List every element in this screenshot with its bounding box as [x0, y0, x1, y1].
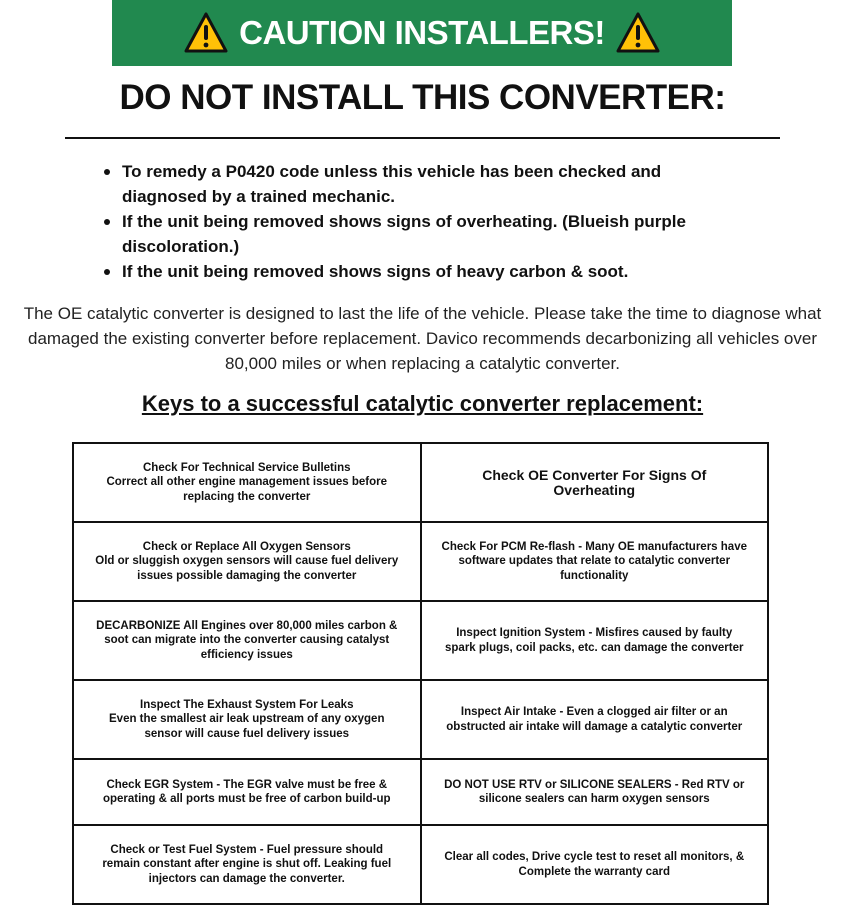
cell-text: Old or sluggish oxygen sensors will cause fuel delivery issues possible damaging the converter: [95, 555, 399, 582]
table-cell: [73, 680, 421, 759]
cell-text: Even the smallest air leak upstream of any oxygen sensor will cause fuel delivery issues: [109, 713, 385, 740]
keys-title: Keys to a successful catalytic converter replacement:: [141, 391, 704, 416]
warning-triangle-icon: [615, 11, 661, 55]
table-cell: [73, 825, 421, 904]
table-row: [73, 825, 768, 904]
cell-text: Check EGR System - The EGR valve must be free & operating & all ports must be free of carbon build-up: [102, 778, 391, 805]
cell-text: DECARBONIZE All Engines over 80,000 miles carbon & soot can migrate into the converter causing catalyst efficiency issues: [96, 619, 398, 661]
cell-text: Clear all codes, Drive cycle test to reset all monitors, & Complete the warranty card: [444, 851, 745, 878]
table-cell: [421, 522, 769, 601]
table-cell: [421, 680, 769, 759]
table-cell: [421, 443, 769, 522]
table-cell: [73, 443, 421, 522]
table-row: [73, 522, 768, 601]
cell-title: Check For Technical Service Bulletins: [143, 461, 351, 474]
cell-title: Inspect The Exhaust System For Leaks: [140, 698, 354, 711]
cell-text: Check or Test Fuel System - Fuel pressure should remain constant after engine is shut off. Leaking fuel injectors can damage the converter.: [102, 843, 392, 885]
table-cell: [421, 601, 769, 680]
list-item: If the unit being removed shows signs of heavy carbon & soot.: [102, 259, 742, 284]
list-item: To remedy a P0420 code unless this vehicle has been checked and diagnosed by a trained mechanic.: [102, 159, 742, 209]
cell-text: Inspect Air Intake - Even a clogged air filter or an obstructed air intake will damage a catalytic converter: [446, 706, 743, 733]
cell-text: DO NOT USE RTV or SILICONE SEALERS - Red RTV or silicone sealers can harm oxygen sensors: [444, 778, 745, 805]
cell-text: Correct all other engine management issues before replacing the converter: [106, 476, 388, 503]
keys-table: [72, 442, 769, 905]
table-row: [73, 680, 768, 759]
table-row: [73, 443, 768, 522]
list-item: If the unit being removed shows signs of overheating. (Blueish purple discoloration.): [102, 209, 742, 259]
table-cell: [421, 825, 769, 904]
table-row: [73, 601, 768, 680]
table-cell: [421, 759, 769, 825]
warning-list: [102, 159, 742, 284]
table-row: [73, 759, 768, 825]
cell-text: Check For PCM Re-flash - Many OE manufacturers have software updates that relate to catalytic converter functionality: [441, 540, 747, 582]
intro-paragraph: The OE catalytic converter is designed to last the life of the vehicle. Please take the time to diagnose what damaged the existing converter before replacement. Davico recommends decarbonizing all vehicles over 80,000 miles or when replacing a catalytic converter.: [23, 304, 822, 373]
caution-banner: [112, 0, 732, 66]
table-cell: [73, 759, 421, 825]
table-cell: [73, 522, 421, 601]
banner-title: CAUTION INSTALLERS!: [239, 14, 605, 51]
divider: [65, 137, 780, 139]
cell-text: Inspect Ignition System - Misfires caused by faulty spark plugs, coil packs, etc. can damage the converter: [445, 627, 744, 654]
warning-triangle-icon: [183, 11, 229, 55]
cell-title: Check or Replace All Oxygen Sensors: [142, 540, 351, 553]
cell-text: Check OE Converter For Signs Of Overheating: [482, 467, 707, 498]
table-cell: [73, 601, 421, 680]
page-heading: DO NOT INSTALL THIS CONVERTER:: [119, 78, 726, 117]
